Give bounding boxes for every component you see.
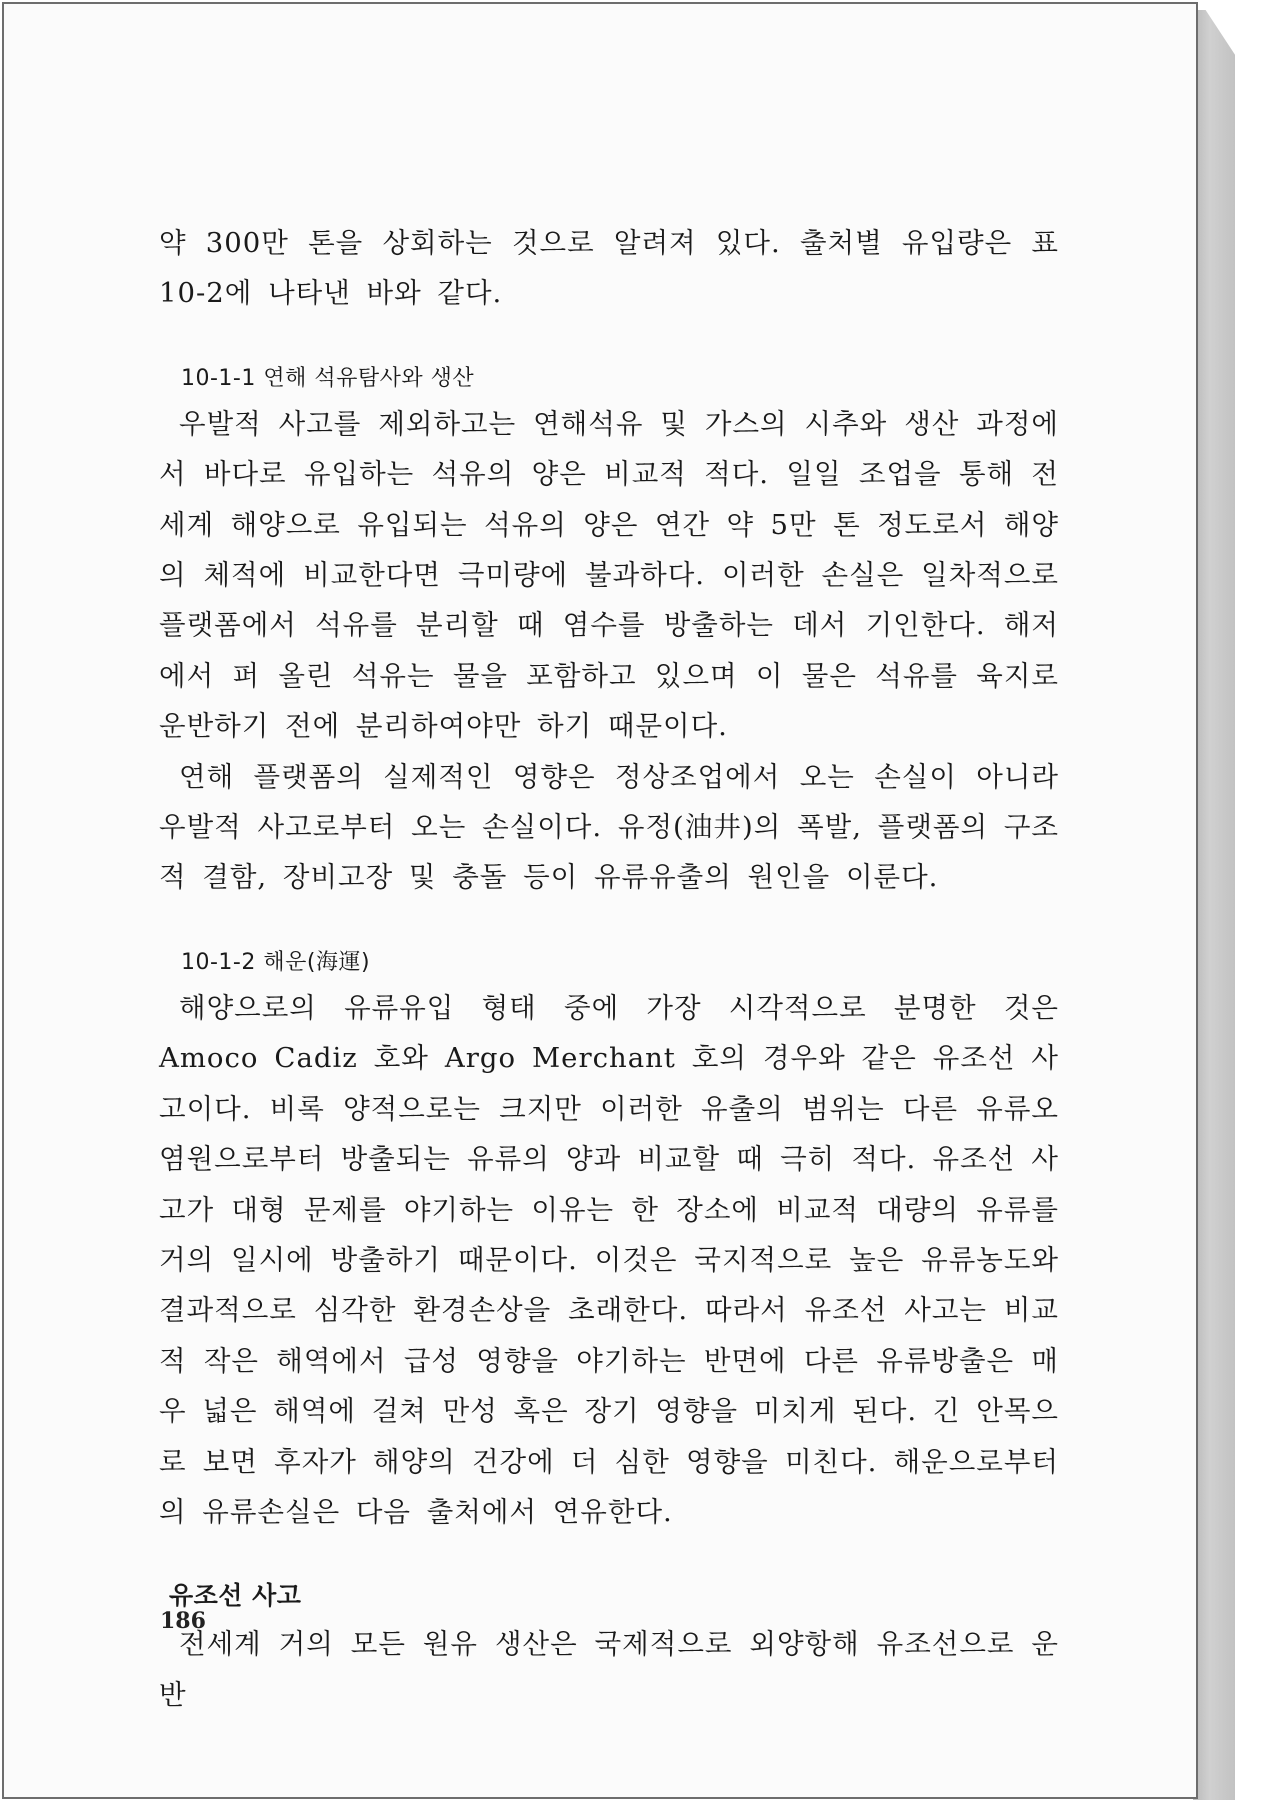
page-stack-edge [1193,10,1235,1800]
section-heading-10-1-1: 10-1-1 연해 석유탐사와 생산 [181,365,475,391]
section-1-paragraph-2: 연해 플랫폼의 실제적인 영향은 정상조업에서 오는 손실이 아니라 우발적 사고로부터 오는 손실이다. 유정(油井)의 폭발, 플랫폼의 구조적 결함, 장비고장 및 충돌 등이 유류유출의 원인을 이룬다. [159,760,1059,894]
page-number: 186 [160,1608,206,1634]
spacer [159,903,1059,943]
spacer [159,319,1059,359]
section-heading-10-1-2: 10-1-2 해운(海運) [181,949,371,975]
section-1-paragraph-1: 우발적 사고를 제외하고는 연해석유 및 가스의 시추와 생산 과정에서 바다로 유입하는 석유의 양은 비교적 적다. 일일 조업을 통해 전세계 해양으로 유입되는 석유의 양은 연간 약 5만 톤 정도로서 해양의 체적에 비교한다면 극미량에 불과하다. 이러한 손실은 일차적으로 플랫폼에서 석유를 분리할 때 염수를 방출하는 데서 기인한다. 해저에서 퍼 올린 석유는 물을 포함하고 있으며 이 물은 석유를 육지로 운반하기 전에 분리하여야만 하기 때문이다. [159,407,1059,743]
subsection-paragraph-1: 전세계 거의 모든 원유 생산은 국제적으로 외양항해 유조선으로 운반 [159,1628,1059,1711]
page-body [159,218,1059,1720]
spacer [159,1537,1059,1573]
intro-paragraph: 약 300만 톤을 상회하는 것으로 알려져 있다. 출처별 유입량은 표 10-2에 나타낸 바와 같다. [159,227,1059,310]
section-2-paragraph-1: 해양으로의 유류유입 형태 중에 가장 시각적으로 분명한 것은 Amoco Cadiz 호와 Argo Merchant 호의 경우와 같은 유조선 사고이다. 비록 양적으로는 크지만 이러한 유출의 범위는 다른 유류오염원으로부터 방출되는 유류의 양과 비교할 때 극히 적다. 유조선 사고가 대형 문제를 야기하는 이유는 한 장소에 비교적 대량의 유류를 거의 일시에 방출하기 때문이다. 이것은 국지적으로 높은 유류농도와 결과적으로 심각한 환경손상을 초래한다. 따라서 유조선 사고는 비교적 작은 해역에서 급성 영향을 야기하는 반면에 다른 유류방출은 매우 넓은 해역에 걸쳐 만성 혹은 장기 영향을 미치게 된다. 긴 안목으로 보면 후자가 해양의 건강에 더 심한 영향을 미친다. 해운으로부터의 유류손실은 다음 출처에서 연유한다. [159,991,1059,1528]
subsection-heading: 유조선 사고 [169,1581,302,1611]
book-page [2,2,1198,1799]
